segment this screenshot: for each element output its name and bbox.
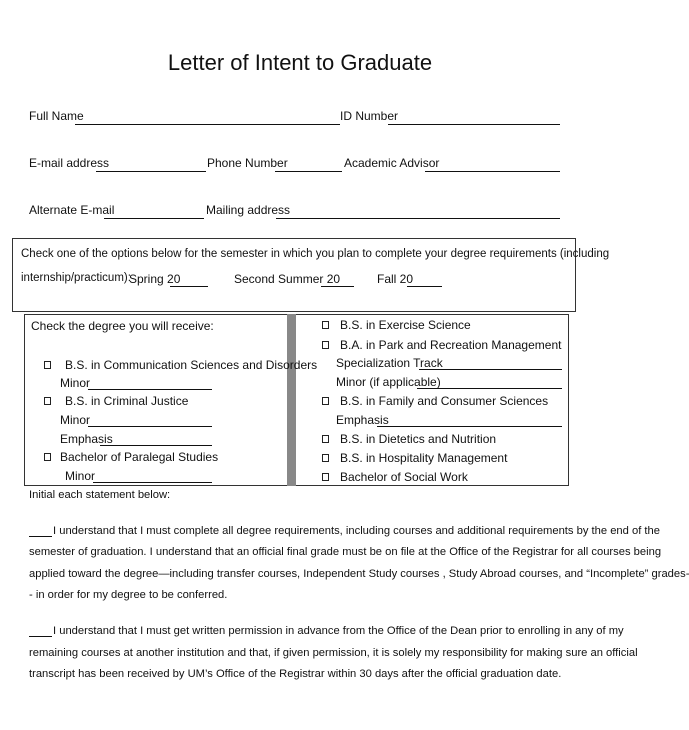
degree-comm-sciences: B.S. in Communication Sciences and Disorders — [65, 358, 318, 372]
phone-field[interactable] — [275, 171, 342, 172]
full-name-label: Full Name — [29, 109, 84, 123]
checkbox-family-consumer[interactable] — [322, 397, 329, 405]
alt-email-field[interactable] — [104, 218, 204, 219]
statement-2-line-2: remaining courses at another institution and that, if given permission, it is solely my responsibility for making sure an official — [29, 647, 638, 659]
minor-label-3: Minor — [65, 469, 96, 483]
statement-1-line-1: I understand that I must complete all degree requirements, including courses and additional requirements by the end of the — [53, 525, 660, 537]
degree-social-work: Bachelor of Social Work — [340, 470, 468, 484]
column-divider — [287, 314, 296, 486]
mailing-address-field[interactable] — [276, 218, 560, 219]
degree-paralegal: Bachelor of Paralegal Studies — [60, 450, 219, 464]
emphasis-field-right[interactable] — [377, 426, 562, 427]
summer-field[interactable] — [321, 286, 354, 287]
advisor-field[interactable] — [425, 171, 560, 172]
checkbox-social-work[interactable] — [322, 473, 329, 481]
statement-2-line-1: I understand that I must get written permission in advance from the Office of the Dean prior to enrolling in any of my — [53, 625, 624, 637]
spring-label: Spring 20 — [129, 272, 181, 286]
specialization-label: Specialization Track — [336, 356, 443, 370]
alt-email-label: Alternate E-mail — [29, 203, 115, 217]
checkbox-comm-sciences[interactable] — [44, 361, 51, 369]
minor-field-1[interactable] — [88, 389, 212, 390]
full-name-field[interactable] — [75, 124, 340, 125]
semester-instructions: Check one of the options below for the semester in which you plan to complete your degree requirements (including — [21, 248, 610, 260]
minor-applicable-field[interactable] — [417, 388, 562, 389]
email-field[interactable] — [96, 171, 206, 172]
degree-heading: Check the degree you will receive: — [31, 319, 214, 333]
specialization-field[interactable] — [419, 369, 562, 370]
degree-family-consumer: B.S. in Family and Consumer Sciences — [340, 394, 549, 408]
email-label: E-mail address — [29, 156, 110, 170]
minor-label-2: Minor — [60, 413, 91, 427]
statement-1-line-4: - in order for my degree to be conferred. — [29, 589, 228, 601]
emphasis-field-left[interactable] — [100, 445, 212, 446]
advisor-label: Academic Advisor — [344, 156, 440, 170]
semester-instructions-2: internship/practicum): — [21, 272, 131, 284]
page-title: Letter of Intent to Graduate — [167, 50, 433, 75]
mailing-address-label: Mailing address — [206, 203, 291, 217]
minor-field-3[interactable] — [93, 482, 212, 483]
id-number-field[interactable] — [388, 124, 560, 125]
checkbox-dietetics[interactable] — [322, 435, 329, 443]
checkbox-paralegal[interactable] — [44, 453, 51, 461]
phone-label: Phone Number — [207, 156, 288, 170]
checkbox-park-recreation[interactable] — [322, 341, 329, 349]
checkbox-hospitality[interactable] — [322, 454, 329, 462]
statement-1-line-3: applied toward the degree—including transfer courses, Independent Study courses , Study Abroad courses, and “Incomplete” grades- — [29, 568, 689, 580]
emphasis-label-left: Emphasis — [60, 432, 113, 446]
degree-criminal-justice: B.S. in Criminal Justice — [65, 394, 189, 408]
initial-field-1[interactable] — [29, 536, 52, 537]
fall-field[interactable] — [407, 286, 442, 287]
statement-2-line-3: transcript has been received by UM’s Office of the Registrar within 30 days after the official graduation date. — [29, 668, 562, 680]
minor-field-2[interactable] — [88, 426, 212, 427]
degree-dietetics: B.S. in Dietetics and Nutrition — [340, 432, 497, 446]
id-number-label: ID Number — [340, 109, 399, 123]
checkbox-exercise-science[interactable] — [322, 321, 329, 329]
emphasis-label-right: Emphasis — [336, 413, 389, 427]
summer-label: Second Summer 20 — [234, 272, 341, 286]
initial-field-2[interactable] — [29, 636, 52, 637]
minor-applicable-label: Minor (if applicable) — [336, 375, 441, 389]
spring-field[interactable] — [170, 286, 208, 287]
fall-label: Fall 20 — [377, 272, 414, 286]
checkbox-criminal-justice[interactable] — [44, 397, 51, 405]
initial-heading: Initial each statement below: — [29, 489, 171, 501]
minor-label-1: Minor — [60, 376, 91, 390]
degree-hospitality: B.S. in Hospitality Management — [340, 451, 508, 465]
statement-1-line-2: semester of graduation. I understand that an official final grade must be on file at the Office of the Registrar for all courses being — [29, 546, 662, 558]
degree-park-recreation: B.A. in Park and Recreation Management — [340, 338, 562, 352]
degree-exercise-science: B.S. in Exercise Science — [340, 318, 471, 332]
